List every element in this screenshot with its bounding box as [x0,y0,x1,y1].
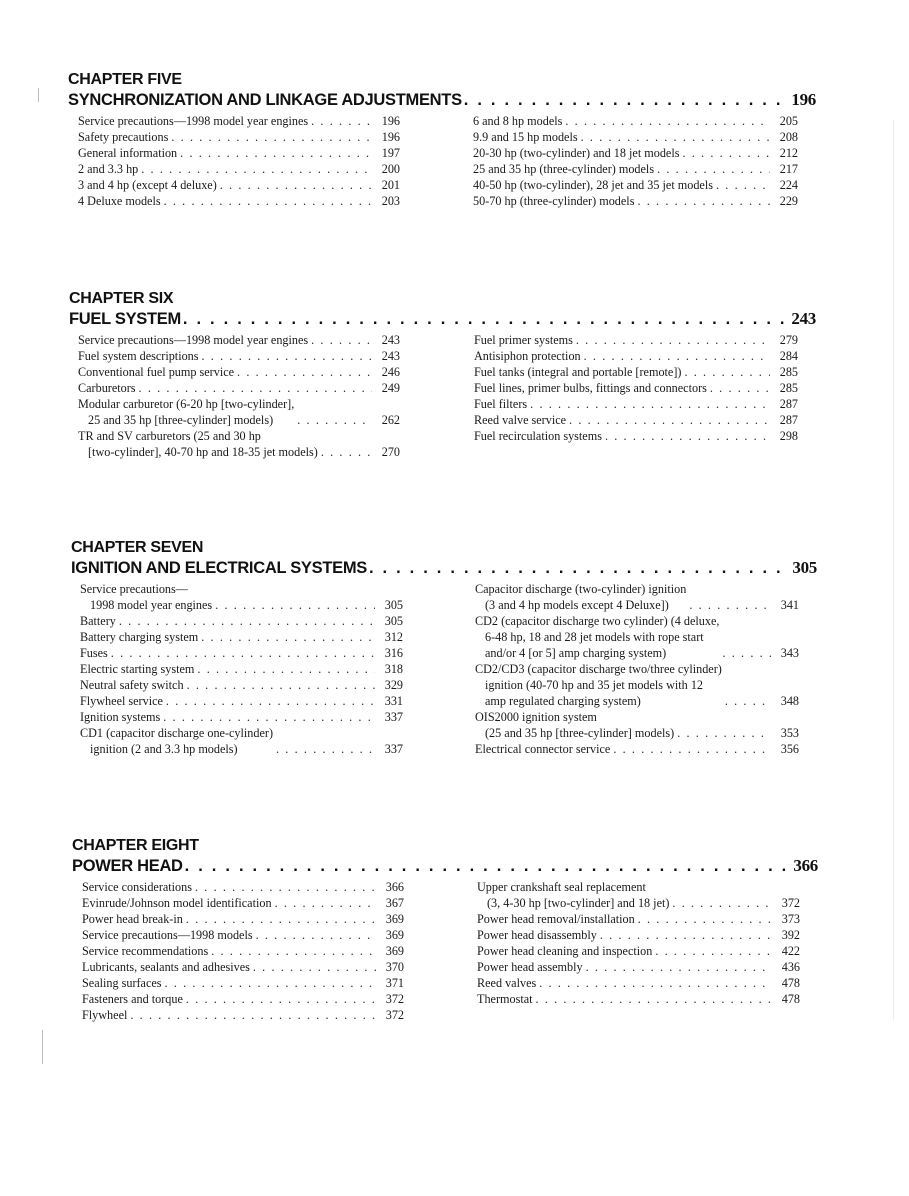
toc-entry-text: Fuel tanks (integral and portable [remote]) [474,365,682,379]
toc-entry[interactable] [474,412,798,428]
toc-entry-page: 246 [381,365,400,379]
toc-entry[interactable] [78,145,400,161]
toc-entry[interactable] [82,943,404,959]
chapter-page-number: 196 [791,90,816,109]
dot-leader [276,741,375,757]
toc-entry-page: 366 [385,880,404,894]
toc-entry-text: CD2/CD3 (capacitor discharge two/three cylinder) [475,662,722,676]
dot-leader [111,645,375,661]
toc-entry-page: 372 [781,896,800,910]
chapter-title: POWER HEAD [72,857,183,875]
toc-entry-text: Service precautions—1998 model year engines [78,333,309,347]
dot-leader [141,161,372,177]
scan-edge-mark [42,1030,43,1064]
toc-entry-text: Carburetors [78,381,136,395]
toc-entry-page: 212 [779,146,798,160]
dot-leader [576,332,770,348]
toc-entry-text: Flywheel service [80,694,163,708]
toc-entry-page: 329 [384,678,403,692]
toc-entry-text: Service precautions— [80,582,188,596]
dot-leader [297,412,372,428]
toc-entry-page: 356 [780,742,799,756]
toc-entry[interactable] [78,161,400,177]
toc-entry-text: Service recommendations [82,944,209,958]
toc-entry[interactable] [78,129,400,145]
toc-entry[interactable] [475,613,799,661]
toc-entry-page: 373 [781,912,800,926]
toc-entry[interactable] [82,975,404,991]
toc-entry[interactable] [477,927,800,943]
right-column [474,332,798,444]
toc-entry[interactable] [474,396,798,412]
toc-entry[interactable] [80,661,403,677]
left-column [80,581,403,757]
toc-entry-text: Electric starting system [80,662,195,676]
toc-entry-page: 203 [381,194,400,208]
toc-entry[interactable] [82,991,404,1007]
chapter-label: CHAPTER EIGHT [72,837,199,854]
dot-leader [201,629,375,645]
dot-leader [655,943,772,959]
dot-leader [600,927,772,943]
toc-entry-text: Evinrude/Johnson model identification [82,896,272,910]
toc-entry[interactable] [477,911,800,927]
dot-leader [311,113,372,129]
toc-entry[interactable] [473,177,798,193]
chapter-title: SYNCHRONIZATION AND LINKAGE ADJUSTMENTS [68,91,462,109]
dot-leader [722,645,771,661]
toc-entry-page: 197 [381,146,400,160]
toc-entry-page: 337 [384,742,403,756]
dot-leader [565,113,770,129]
toc-entry-text: OIS2000 ignition system [475,710,597,724]
toc-entry-text: Sealing surfaces [82,976,162,990]
chapter-title-row[interactable] [72,856,818,878]
toc-entry-page: 287 [779,397,798,411]
dot-leader [171,129,372,145]
toc-entry[interactable] [80,725,403,757]
dot-leader [183,310,785,329]
toc-entry[interactable] [78,177,400,193]
toc-entry-text: Thermostat [477,992,533,1006]
toc-entry[interactable] [80,693,403,709]
toc-entry-text: Fuel primer systems [474,333,573,347]
dot-leader [321,444,372,460]
toc-entry-page: 279 [779,333,798,347]
dot-leader [725,693,771,709]
toc-entry[interactable] [474,332,798,348]
dot-leader [163,709,375,725]
toc-entry-page: 196 [381,114,400,128]
toc-entry-text: amp regulated charging system) [485,694,641,708]
toc-entry-page: 392 [781,928,800,942]
toc-entry[interactable] [475,741,799,757]
toc-entry-text: Conventional fuel pump service [78,365,235,379]
toc-entry-text: Lubricants, sealants and adhesives [82,960,250,974]
dot-leader [220,177,372,193]
toc-entry-page: 343 [780,646,799,660]
toc-entry-page: 436 [781,960,800,974]
dot-leader [185,857,788,876]
toc-entry-page: 316 [384,646,403,660]
dot-leader [637,193,770,209]
dot-leader [187,677,375,693]
toc-entry[interactable] [78,364,400,380]
toc-entry[interactable] [475,709,799,741]
toc-entry-text: Fuel recirculation systems [474,429,602,443]
dot-leader [311,332,372,348]
toc-entry-text: Power head removal/installation [477,912,635,926]
toc-entry-text: CD2 (capacitor discharge two cylinder) (4 deluxe, [475,614,720,628]
right-column [477,879,800,1007]
dot-leader [139,380,372,396]
toc-entry[interactable] [477,991,800,1007]
dot-leader [130,1007,376,1023]
toc-entry[interactable] [78,380,400,396]
toc-entry-page: 201 [381,178,400,192]
toc-entry-text: 9.9 and 15 hp models [473,130,578,144]
toc-entry-text: 6-48 hp, 18 and 28 jet models with rope start [485,630,704,644]
toc-entry[interactable] [82,1007,404,1023]
chapter-title: IGNITION AND ELECTRICAL SYSTEMS [71,559,367,577]
toc-entry-text: Power head assembly [477,960,583,974]
dot-leader [539,975,772,991]
right-column [475,581,799,757]
toc-entry-page: 318 [384,662,403,676]
toc-entry[interactable] [474,364,798,380]
dot-leader [689,597,771,613]
toc-entry[interactable] [474,428,798,444]
toc-entry-text: Flywheel [82,1008,128,1022]
toc-entry[interactable] [78,113,400,129]
toc-entry-page: 243 [381,333,400,347]
dot-leader [253,959,376,975]
toc-entry-page: 372 [385,1008,404,1022]
toc-entry[interactable] [80,677,403,693]
toc-entry-text: 2 and 3.3 hp [78,162,139,176]
dot-leader [369,559,786,578]
toc-entry[interactable] [474,348,798,364]
toc-entry[interactable] [473,193,798,209]
dot-leader [237,364,372,380]
chapter-title: FUEL SYSTEM [69,310,181,328]
toc-entry-text: Power head disassembly [477,928,597,942]
dot-leader [180,145,372,161]
toc-entry-text: Power head break-in [82,912,183,926]
dot-leader [657,161,770,177]
dot-leader [684,364,770,380]
toc-entry-text: 4 Deluxe models [78,194,161,208]
toc-entry-text: and/or 4 [or 5] amp charging system) [485,646,667,660]
toc-entry-text: 3 and 4 hp (except 4 deluxe) [78,178,217,192]
dot-leader [638,911,772,927]
toc-entry-text: Battery charging system [80,630,199,644]
toc-entry[interactable] [477,879,800,911]
toc-entry-text: Power head cleaning and inspection [477,944,653,958]
toc-entry-text: Capacitor discharge (two-cylinder) ignition [475,582,687,596]
toc-entry-text: 20-30 hp (two-cylinder) and 18 jet models [473,146,680,160]
toc-entry-text: Fasteners and torque [82,992,183,1006]
toc-entry[interactable] [78,396,400,428]
toc-entry-text: Fuses [80,646,108,660]
toc-entry-page: 331 [384,694,403,708]
toc-entry-page: 312 [384,630,403,644]
toc-entry-text: Ignition systems [80,710,161,724]
toc-entry[interactable] [82,911,404,927]
toc-entry-text: Safety precautions [78,130,169,144]
toc-entry-text: Fuel system descriptions [78,349,199,363]
toc-entry[interactable] [80,613,403,629]
dot-leader [165,975,376,991]
toc-entry-text: Service precautions—1998 models [82,928,253,942]
dot-leader [710,380,770,396]
toc-entry-text: [two-cylinder], 40-70 hp and 18-35 jet models) [88,445,318,459]
toc-entry-text: Fuel lines, primer bulbs, fittings and connectors [474,381,707,395]
right-column [473,113,798,209]
toc-entry-text: 6 and 8 hp models [473,114,563,128]
toc-entry-page: 249 [381,381,400,395]
dot-leader [202,348,372,364]
toc-entry-text: Antisiphon protection [474,349,581,363]
toc-entry-text: Electrical connector service [475,742,611,756]
toc-entry-page: 369 [385,912,404,926]
toc-entry[interactable] [474,380,798,396]
toc-entry[interactable] [473,161,798,177]
toc-entry-text: General information [78,146,178,160]
toc-entry-text: Battery [80,614,116,628]
chapter-page-number: 305 [792,558,817,577]
dot-leader [197,661,375,677]
toc-entry[interactable] [473,129,798,145]
toc-entry-page: 224 [779,178,798,192]
chapter-label: CHAPTER SEVEN [71,539,204,556]
toc-entry[interactable] [477,975,800,991]
toc-entry-text: ignition (2 and 3.3 hp models) [90,742,238,756]
dot-leader [613,741,771,757]
toc-entry-page: 478 [781,976,800,990]
toc-entry[interactable] [82,895,404,911]
toc-entry[interactable] [80,645,403,661]
toc-entry-page: 305 [384,614,403,628]
toc-entry-page: 371 [385,976,404,990]
toc-entry[interactable] [82,959,404,975]
toc-entry-text: ignition (40-70 hp and 35 jet models with 12 [485,678,704,692]
toc-entry-page: 341 [780,598,799,612]
dot-leader [211,943,376,959]
toc-entry-page: 208 [779,130,798,144]
toc-entry-text: 50-70 hp (three-cylinder) models [473,194,635,208]
dot-leader [677,725,771,741]
chapter-title-row[interactable] [68,90,816,112]
toc-entry-page: 369 [385,928,404,942]
toc-entry-page: 285 [779,381,798,395]
toc-entry[interactable] [475,661,799,709]
toc-entry-page: 284 [779,349,798,363]
dot-leader [256,927,376,943]
toc-entry[interactable] [78,348,400,364]
toc-entry-text: (25 and 35 hp [three-cylinder] models) [485,726,675,740]
toc-entry-text: 40-50 hp (two-cylinder), 28 jet and 35 jet models [473,178,713,192]
chapter-page-number: 243 [791,309,816,328]
toc-entry[interactable] [80,581,403,613]
dot-leader [586,959,772,975]
dot-leader [536,991,772,1007]
chapter-title-row[interactable] [71,558,817,580]
toc-entry-page: 372 [385,992,404,1006]
toc-entry[interactable] [78,332,400,348]
toc-entry-text: Neutral safety switch [80,678,184,692]
dot-leader [186,991,376,1007]
dot-leader [164,193,372,209]
toc-entry[interactable] [78,193,400,209]
dot-leader [584,348,770,364]
toc-entry-page: 217 [779,162,798,176]
toc-entry-page: 200 [381,162,400,176]
toc-entry[interactable] [78,428,400,460]
dot-leader [672,895,772,911]
chapter-title-row[interactable] [69,309,816,331]
dot-leader [464,91,786,110]
toc-entry[interactable] [473,113,798,129]
chapter-label: CHAPTER SIX [69,290,174,307]
chapter-six [69,289,816,459]
left-column [78,332,400,460]
toc-entry-text: Modular carburetor (6-20 hp [two-cylinder], [78,397,295,411]
toc-entry-page: 270 [381,445,400,459]
toc-entry-text: CD1 (capacitor discharge one-cylinder) [80,726,274,740]
dot-leader [581,129,770,145]
dot-leader [166,693,375,709]
dot-leader [682,145,770,161]
toc-entry-page: 353 [780,726,799,740]
dot-leader [186,911,376,927]
toc-entry-text: 25 and 35 hp [three-cylinder] models) [88,413,274,427]
toc-entry-text: 1998 model year engines [90,598,213,612]
scan-edge-mark [38,88,39,102]
chapter-five [68,70,816,208]
toc-entry[interactable] [82,927,404,943]
toc-entry-page: 205 [779,114,798,128]
left-column [78,113,400,209]
toc-entry-page: 196 [381,130,400,144]
toc-entry-page: 422 [781,944,800,958]
toc-entry-text: Upper crankshaft seal replacement [477,880,646,894]
toc-entry[interactable] [477,943,800,959]
scan-edge-mark [893,120,894,1020]
left-column [82,879,404,1023]
chapter-page-number: 366 [793,856,818,875]
toc-entry[interactable] [82,879,404,895]
toc-entry-page: 285 [779,365,798,379]
dot-leader [195,879,376,895]
toc-entry-page: 478 [781,992,800,1006]
chapter-seven [71,538,817,756]
toc-entry-text: Reed valve service [474,413,567,427]
toc-entry-page: 243 [381,349,400,363]
toc-entry-page: 298 [779,429,798,443]
dot-leader [215,597,375,613]
toc-entry-page: 287 [779,413,798,427]
toc-entry[interactable] [475,581,799,613]
dot-leader [716,177,770,193]
toc-entry[interactable] [80,629,403,645]
toc-entry-page: 337 [384,710,403,724]
dot-leader [605,428,770,444]
dot-leader [569,412,770,428]
toc-entry-page: 229 [779,194,798,208]
toc-entry-page: 370 [385,960,404,974]
toc-entry-page: 262 [381,413,400,427]
toc-entry-page: 348 [780,694,799,708]
toc-entry[interactable] [473,145,798,161]
toc-entry-page: 367 [385,896,404,910]
dot-leader [530,396,770,412]
toc-entry-text: (3 and 4 hp models except 4 Deluxe]) [485,598,669,612]
toc-entry-text: Service considerations [82,880,192,894]
toc-entry[interactable] [80,709,403,725]
toc-entry[interactable] [477,959,800,975]
toc-entry-page: 369 [385,944,404,958]
dot-leader [275,895,376,911]
chapter-label: CHAPTER FIVE [68,71,182,88]
toc-entry-text: (3, 4-30 hp [two-cylinder] and 18 jet) [487,896,670,910]
toc-entry-text: Service precautions—1998 model year engines [78,114,309,128]
toc-entry-text: TR and SV carburetors (25 and 30 hp [78,429,261,443]
dot-leader [119,613,375,629]
toc-entry-text: Reed valves [477,976,537,990]
toc-entry-text: 25 and 35 hp (three-cylinder) models [473,162,655,176]
toc-entry-page: 305 [384,598,403,612]
toc-entry-text: Fuel filters [474,397,528,411]
chapter-eight [72,836,818,1022]
